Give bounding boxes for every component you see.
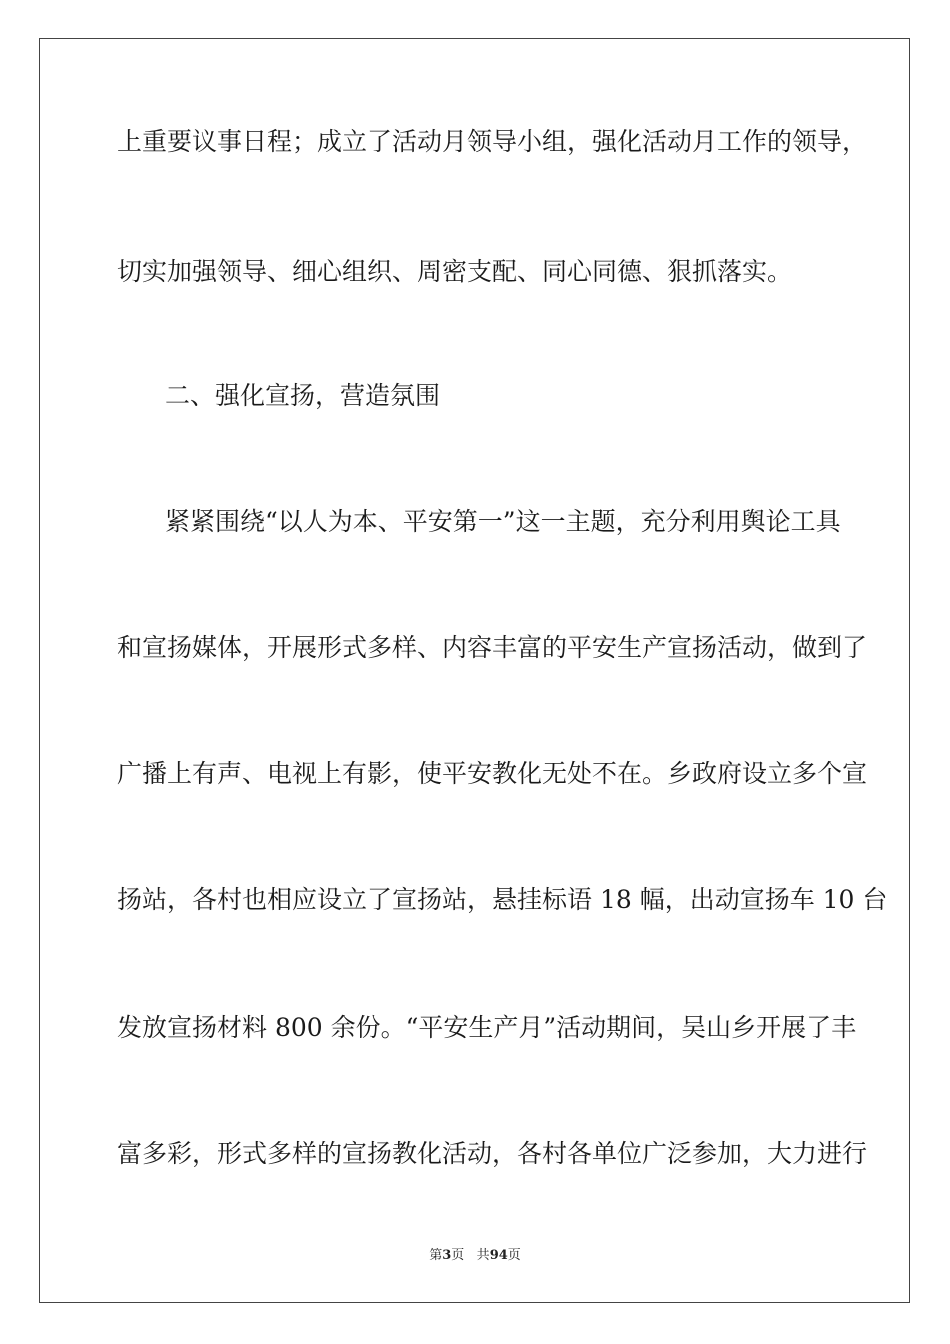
footer-page-prefix: 第	[429, 1248, 443, 1263]
footer-page-number: 3	[442, 1248, 452, 1263]
body-line-1: 上重要议事日程；成立了活动月领导小组，强化活动月工作的领导，	[117, 127, 868, 156]
footer-total-suffix: 页	[507, 1248, 521, 1263]
footer-total-pages: 94	[489, 1248, 508, 1263]
page-border	[39, 38, 910, 1303]
body-line-6: 广播上有声、电视上有影，使平安教化无处不在。乡政府设立多个宣	[117, 759, 868, 788]
footer-total-prefix: 共	[476, 1248, 490, 1263]
body-line-9: 富多彩，形式多样的宣扬教化活动，各村各单位广泛参加，大力进行	[117, 1139, 868, 1168]
body-line-5: 和宣扬媒体，开展形式多样、内容丰富的平安生产宣扬活动，做到了	[117, 633, 868, 662]
body-line-8: 发放宣扬材料 800 余份。“平安生产月”活动期间，吴山乡开展了丰	[117, 1013, 857, 1042]
body-line-4: 紧紧围绕“以人为本、平安第一”这一主题，充分利用舆论工具	[165, 507, 841, 536]
page-footer	[0, 1247, 950, 1265]
section-heading: 二、强化宣扬，营造氛围	[165, 381, 441, 410]
body-line-7: 扬站，各村也相应设立了宣扬站，悬挂标语 18 幅，出动宣扬车 10 台	[117, 885, 888, 914]
footer-page-suffix: 页	[451, 1248, 465, 1263]
body-line-2: 切实加强领导、细心组织、周密支配、同心同德、狠抓落实。	[117, 257, 793, 286]
